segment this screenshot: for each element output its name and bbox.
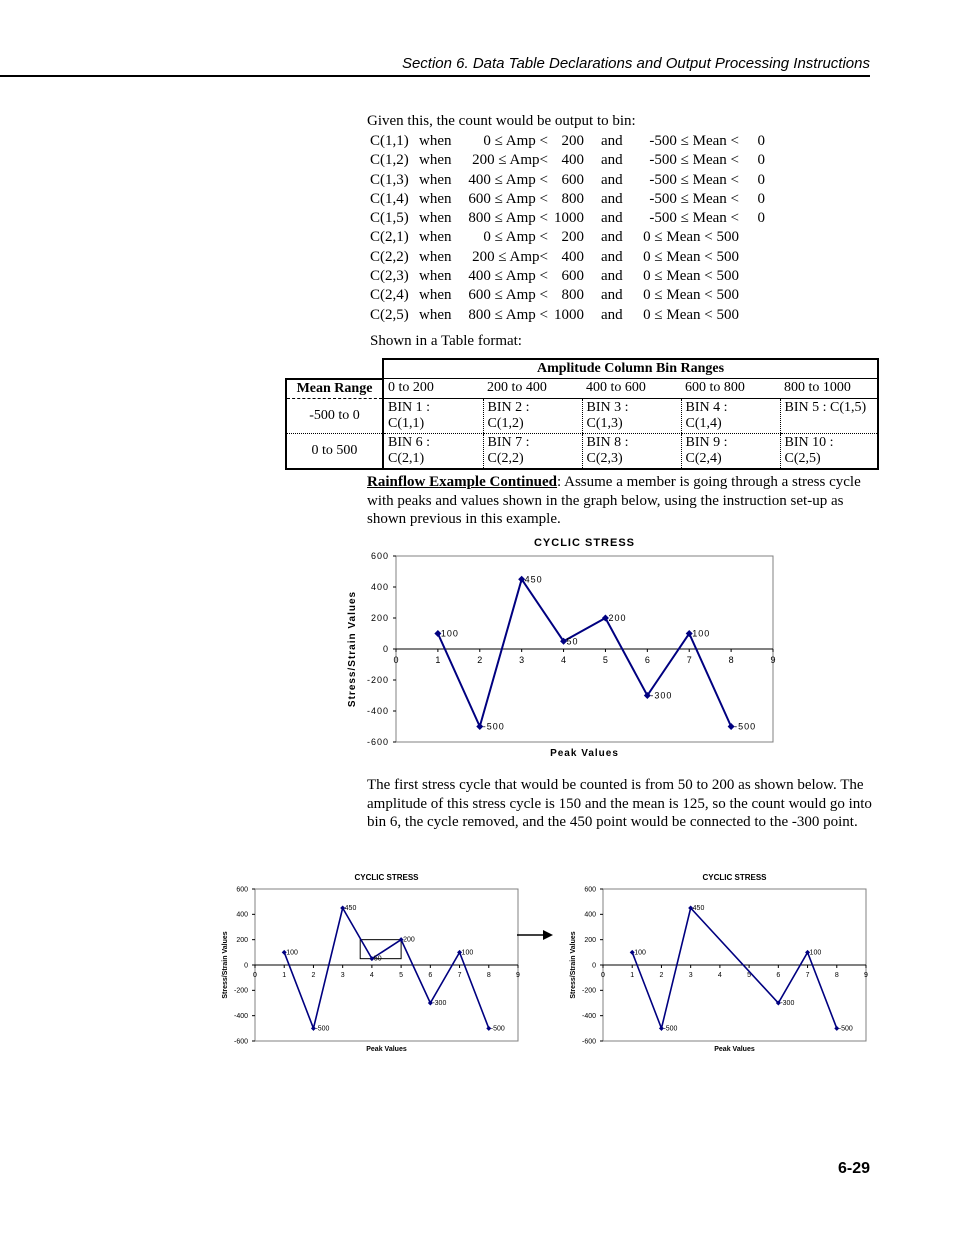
- bin-condition-bin: C(2,4): [370, 287, 409, 304]
- series-line: [438, 579, 731, 726]
- bin-condition-and: and: [601, 287, 623, 304]
- x-tick-label: 4: [369, 972, 374, 979]
- after-cycle-chart: [563, 868, 873, 1058]
- bin-condition-when: when: [419, 306, 452, 323]
- cycle-explanation-paragraph: The first stress cycle that would be counted is from 50 to 200 as shown below. The amplitude of this stress cycle is 150 and the mean is 125, so the count would go into bin 6, the cycle removed, and the 450 point would be connected to the -300 point.: [367, 777, 872, 830]
- data-label: 100: [440, 628, 459, 639]
- x-tick-label: 2: [311, 972, 316, 979]
- bin-condition-row: [370, 267, 770, 286]
- y-tick-label: -400: [233, 1013, 248, 1020]
- y-tick-label: -400: [366, 706, 389, 716]
- bin-condition-bin: C(2,1): [370, 229, 409, 246]
- before-cycle-chart: [215, 868, 525, 1058]
- col-header: 200 to 400: [487, 380, 547, 395]
- x-tick-label: 1: [282, 972, 287, 979]
- y-tick-label: 400: [584, 911, 596, 919]
- x-tick-label: 6: [776, 972, 781, 979]
- bin-condition-and: and: [601, 190, 623, 207]
- x-tick-label: 6: [644, 655, 650, 665]
- bin-condition-amp: 600 ≤ Amp <: [468, 190, 548, 207]
- bin-condition-mean: -500 ≤ Mean <: [649, 190, 739, 207]
- x-tick-label: 7: [686, 655, 692, 665]
- bin-condition-when: when: [419, 152, 452, 169]
- bin-cell: BIN 1 : C(1,1): [383, 398, 483, 433]
- bin-condition-mean: -500 ≤ Mean <: [649, 171, 739, 188]
- y-tick-label: 400: [236, 911, 248, 919]
- data-label: -300: [650, 690, 673, 701]
- y-tick-label: 200: [370, 613, 389, 623]
- bin-condition-when: when: [419, 268, 452, 285]
- x-tick-label: 5: [747, 972, 752, 979]
- x-tick-label: 7: [457, 972, 462, 979]
- bin-condition-and: and: [601, 229, 623, 246]
- x-tick-label: 0: [601, 972, 605, 979]
- x-tick-label: 0: [393, 655, 399, 665]
- x-tick-label: 4: [717, 972, 722, 979]
- bin-condition-mean-hi: 0: [757, 171, 765, 188]
- data-label: -500: [315, 1025, 330, 1033]
- y-tick-label: -600: [366, 737, 389, 747]
- data-label: 450: [692, 905, 705, 912]
- data-label: 100: [634, 949, 646, 957]
- bin-condition-amp-hi: 600: [561, 171, 584, 188]
- bin-condition-amp-hi: 400: [561, 248, 584, 265]
- col-header: 0 to 200: [383, 379, 483, 399]
- x-tick-label: 2: [659, 972, 664, 979]
- bin-condition-and: and: [601, 306, 623, 323]
- amplitude-header: Amplitude Column Bin Ranges: [383, 359, 878, 379]
- main-cyclic-stress-chart: [340, 530, 790, 765]
- y-axis-title: Stress/Strain Values: [347, 590, 358, 708]
- y-tick-label: 400: [370, 582, 389, 592]
- x-tick-label: 5: [602, 655, 608, 665]
- bin-condition-and: and: [601, 268, 623, 285]
- bin-condition-mean: -500 ≤ Mean <: [649, 210, 739, 227]
- bin-condition-mean-hi: 0: [757, 210, 765, 227]
- data-label: 100: [809, 949, 822, 957]
- y-tick-label: 600: [370, 551, 389, 561]
- x-tick-label: 2: [477, 655, 483, 665]
- bin-condition-row: [370, 132, 770, 151]
- bin-condition-mean: -500 ≤ Mean <: [649, 133, 739, 149]
- x-tick-label: 6: [428, 972, 433, 979]
- data-label: 100: [286, 949, 298, 957]
- x-tick-label: 1: [435, 655, 441, 665]
- y-tick-label: -400: [581, 1013, 596, 1020]
- data-label: -500: [734, 721, 757, 732]
- bin-condition-bin: C(2,5): [370, 306, 409, 323]
- bin-condition-and: and: [601, 210, 623, 227]
- bin-table: [285, 358, 879, 470]
- bin-condition-bin: C(1,2): [370, 152, 409, 169]
- intro-text: Given this, the count would be output to bin:: [367, 113, 636, 129]
- bin-condition-mean-hi: 0: [757, 152, 765, 169]
- bin-condition-amp-hi: 600: [561, 268, 584, 285]
- bin-condition-mean: 0 ≤ Mean < 500: [643, 306, 739, 323]
- bin-condition-amp-hi: 400: [561, 152, 584, 169]
- data-label: -500: [838, 1025, 853, 1033]
- bin-condition-when: when: [419, 287, 452, 304]
- bin-condition-row: [370, 248, 770, 267]
- x-tick-label: 3: [688, 972, 693, 979]
- bin-condition-bin: C(2,3): [370, 268, 409, 285]
- data-label: 50: [373, 955, 382, 963]
- x-tick-label: 3: [519, 655, 525, 665]
- bin-cell: BIN 3 : C(1,3): [582, 398, 681, 433]
- bin-condition-when: when: [419, 229, 452, 246]
- bin-condition-amp: 800 ≤ Amp <: [468, 306, 548, 323]
- mean-range-header: Mean Range: [286, 379, 383, 399]
- data-label: 450: [524, 574, 543, 585]
- bin-condition-row: [370, 228, 770, 247]
- chart-title: CYCLIC STRESS: [533, 537, 636, 549]
- y-axis-title: Stress/Strain Values: [222, 931, 229, 999]
- arrow-right-icon: [515, 928, 555, 942]
- x-tick-label: 8: [486, 972, 491, 979]
- y-tick-label: 0: [382, 644, 389, 654]
- data-label: 50: [566, 636, 579, 647]
- x-tick-label: 9: [770, 655, 776, 665]
- x-tick-label: 8: [728, 655, 734, 665]
- page-number: 6-29: [837, 1160, 870, 1177]
- bin-condition-row: [370, 286, 770, 305]
- bin-condition-and: and: [601, 171, 623, 188]
- y-tick-label: 200: [236, 937, 248, 944]
- bin-condition-bin: C(1,5): [370, 210, 409, 227]
- bin-condition-amp: 400 ≤ Amp <: [468, 171, 548, 188]
- x-tick-label: 9: [864, 972, 868, 979]
- data-label: 200: [403, 936, 415, 944]
- bin-condition-and: and: [601, 248, 623, 265]
- bin-cell: BIN 5 : C(1,5): [780, 398, 878, 433]
- data-label: -500: [490, 1025, 505, 1033]
- bin-condition-amp-hi: 200: [561, 229, 584, 246]
- bin-condition-mean: 0 ≤ Mean < 500: [643, 229, 739, 246]
- section-header: Section 6. Data Table Declarations and Output Processing Instructions: [401, 55, 870, 72]
- chart-title: CYCLIC STRESS: [354, 873, 419, 882]
- rainflow-paragraph: Rainflow Example Continued: Assume a member is going through a stress cycle with peaks and values shown in the graph below, using the instruction set-up as shown previous in this example.: [367, 474, 861, 527]
- table-intro: Shown in a Table format:: [370, 333, 522, 349]
- bin-condition-when: when: [419, 171, 452, 188]
- y-tick-label: -600: [581, 1038, 596, 1046]
- bin-cell: BIN 4 : C(1,4): [681, 398, 780, 433]
- bin-condition-amp: 600 ≤ Amp <: [468, 287, 548, 304]
- x-tick-label: 9: [516, 972, 520, 979]
- col-header: 400 to 600: [586, 380, 646, 395]
- bin-condition-amp-hi: 1000: [554, 210, 584, 227]
- bin-conditions-list: [370, 132, 770, 325]
- bin-condition-amp: 800 ≤ Amp <: [468, 210, 548, 227]
- bin-condition-row: [370, 306, 770, 325]
- bin-condition-amp: 200 ≤ Amp<: [472, 248, 548, 265]
- y-tick-label: -200: [581, 987, 596, 995]
- x-tick-label: 1: [630, 972, 635, 979]
- bin-condition-bin: C(1,4): [370, 190, 409, 207]
- bin-condition-when: when: [419, 248, 452, 265]
- bin-condition-amp-hi: 800: [561, 287, 584, 304]
- bin-condition-mean: 0 ≤ Mean < 500: [643, 268, 739, 285]
- bin-condition-and: and: [601, 133, 623, 149]
- y-tick-label: 0: [244, 962, 248, 970]
- bin-condition-mean: 0 ≤ Mean < 500: [643, 248, 739, 265]
- mean-range-cell: 0 to 500: [286, 433, 383, 469]
- data-label: -500: [482, 721, 505, 732]
- header-rule: [0, 75, 870, 77]
- x-tick-label: 4: [561, 655, 567, 665]
- bin-condition-when: when: [419, 210, 452, 227]
- bin-condition-mean: -500 ≤ Mean <: [649, 152, 739, 169]
- col-header: 600 to 800: [685, 380, 745, 395]
- bin-condition-bin: C(2,2): [370, 248, 409, 265]
- bin-condition-mean: 0 ≤ Mean < 500: [643, 287, 739, 304]
- x-axis-title: Peak Values: [550, 748, 619, 759]
- series-line: [632, 908, 837, 1028]
- bin-condition-bin: C(1,1): [370, 133, 409, 149]
- y-tick-label: 600: [584, 886, 596, 894]
- bin-condition-mean-hi: 0: [757, 190, 765, 207]
- y-tick-label: -600: [233, 1038, 248, 1046]
- chart-title: CYCLIC STRESS: [702, 873, 767, 882]
- bin-condition-row: [370, 171, 770, 190]
- bin-condition-row: [370, 209, 770, 228]
- bin-cell: BIN 10 : C(2,5): [780, 433, 878, 469]
- col-header: 800 to 1000: [780, 379, 878, 399]
- data-label: 100: [461, 949, 474, 957]
- bin-condition-amp: 0 ≤ Amp <: [483, 229, 548, 246]
- bin-condition-mean-hi: 0: [757, 133, 765, 149]
- data-label: 100: [692, 628, 711, 639]
- data-label: -300: [432, 1000, 447, 1007]
- bin-condition-row: [370, 190, 770, 209]
- bin-condition-amp-hi: 1000: [554, 306, 584, 323]
- bin-condition-bin: C(1,3): [370, 171, 409, 188]
- x-tick-label: 8: [834, 972, 839, 979]
- x-axis-title: Peak Values: [366, 1046, 407, 1053]
- mean-range-cell: -500 to 0: [286, 398, 383, 433]
- x-tick-label: 3: [340, 972, 345, 979]
- x-tick-label: 0: [253, 972, 257, 979]
- y-tick-label: 600: [236, 886, 248, 894]
- bin-condition-row: [370, 151, 770, 170]
- bin-condition-amp: 0 ≤ Amp <: [483, 133, 548, 149]
- bin-cell: BIN 9 : C(2,4): [681, 433, 780, 469]
- y-tick-label: -200: [233, 987, 248, 995]
- x-axis-title: Peak Values: [714, 1046, 755, 1053]
- bin-condition-and: and: [601, 152, 623, 169]
- y-tick-label: -200: [366, 675, 389, 685]
- x-tick-label: 7: [805, 972, 810, 979]
- bin-condition-amp: 400 ≤ Amp <: [468, 268, 548, 285]
- bin-condition-amp-hi: 200: [561, 133, 584, 149]
- y-tick-label: 0: [592, 962, 596, 970]
- data-label: -500: [663, 1025, 678, 1033]
- x-tick-label: 5: [399, 972, 404, 979]
- bin-cell: BIN 2 : C(1,2): [483, 398, 582, 433]
- data-label: 450: [344, 905, 357, 912]
- series-line: [284, 908, 489, 1028]
- data-label: 200: [608, 613, 627, 623]
- y-axis-title: Stress/Strain Values: [570, 931, 577, 999]
- bin-condition-when: when: [419, 133, 452, 149]
- bin-cell: BIN 7 : C(2,2): [483, 433, 582, 469]
- bin-cell: BIN 6 : C(2,1): [383, 433, 483, 469]
- y-tick-label: 200: [584, 937, 596, 944]
- data-label: -300: [780, 1000, 795, 1007]
- bin-condition-when: when: [419, 190, 452, 207]
- bin-cell: BIN 8 : C(2,3): [582, 433, 681, 469]
- bin-condition-amp: 200 ≤ Amp<: [472, 152, 548, 169]
- bin-condition-amp-hi: 800: [561, 190, 584, 207]
